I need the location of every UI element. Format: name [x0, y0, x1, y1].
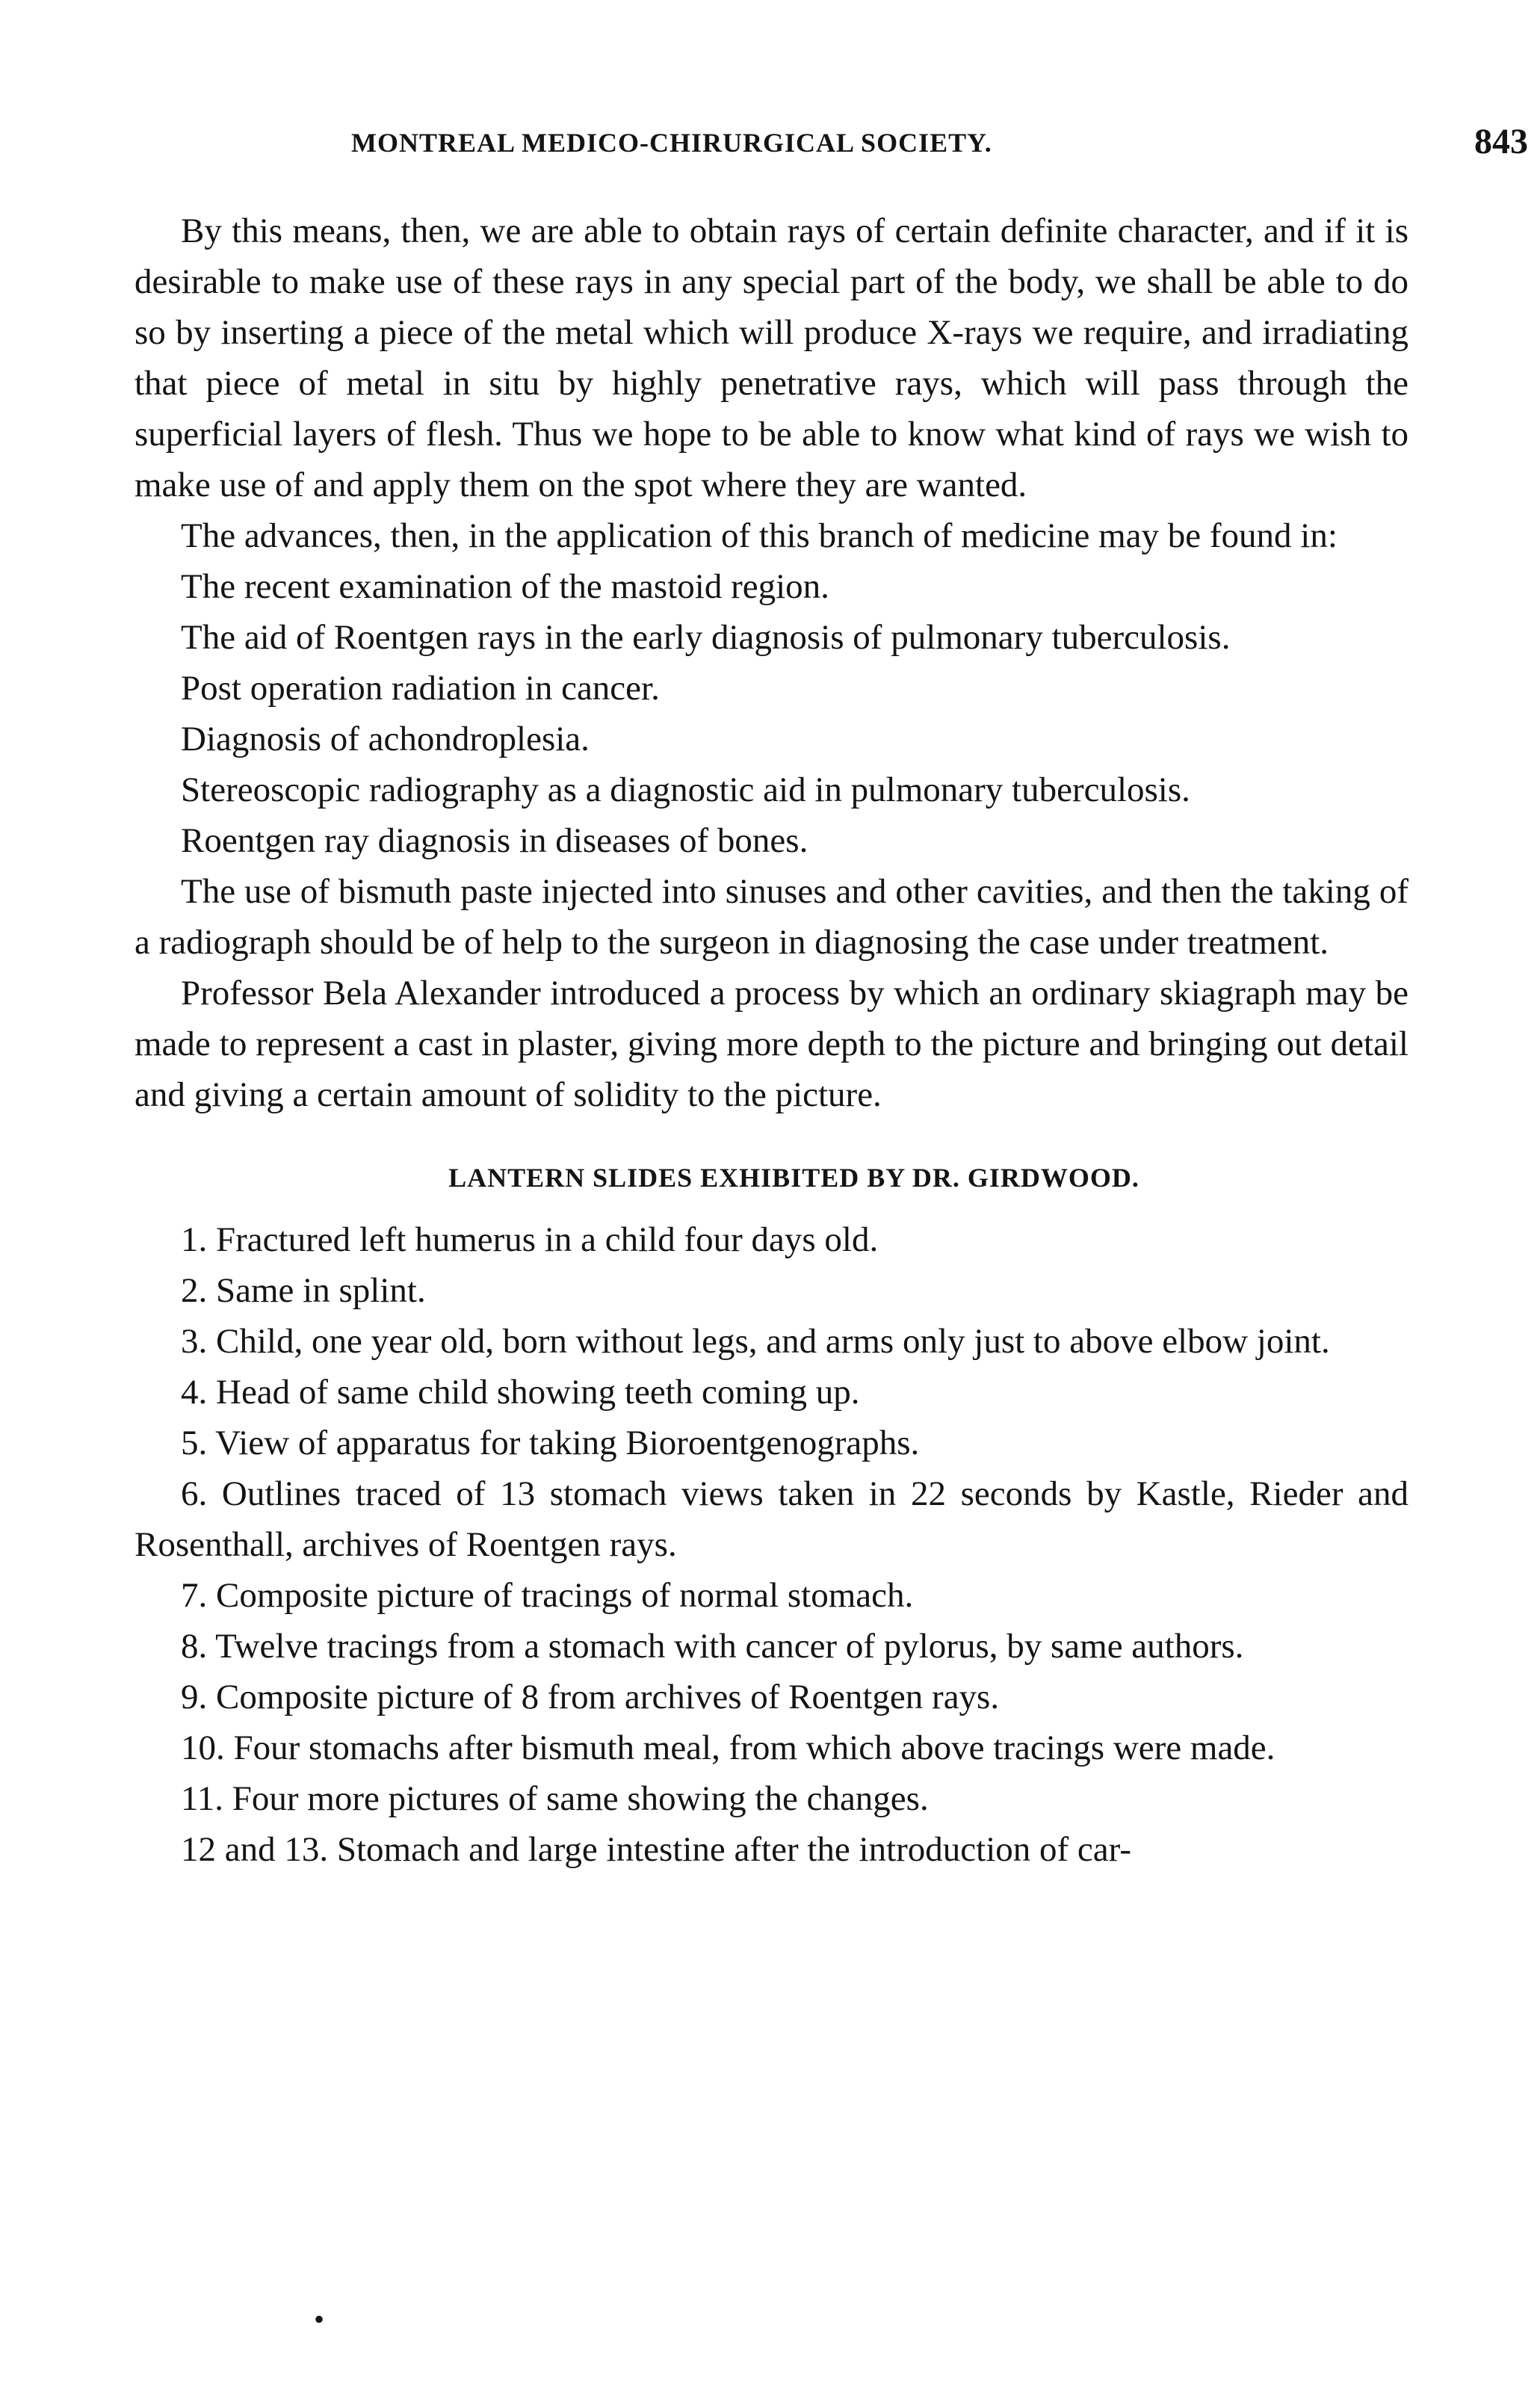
footer-mark: •: [314, 2302, 325, 2336]
advance-item: The aid of Roentgen rays in the early diagnosis of pulmonary tuberculosis.: [181, 618, 1231, 657]
slide-item: 4. Head of same child showing teeth coming up.: [181, 1373, 860, 1412]
advance-item: The recent examination of the mastoid region.: [181, 567, 829, 606]
slide-item: 10. Four stomachs after bismuth meal, from which above tracings were made.: [181, 1728, 1275, 1767]
page-header: [351, 122, 1528, 172]
slide-item: 6. Outlines traced of 13 stomach views taken in 22 seconds by Kastle, Rieder and Rosenthall, archives of Roentgen rays.: [134, 1474, 1408, 1564]
slide-item: 1. Fractured left humerus in a child four days old.: [181, 1220, 879, 1259]
slide-item: 5. View of apparatus for taking Bioroentgenographs.: [181, 1424, 920, 1462]
slide-item: 12 and 13. Stomach and large intestine after the introduction of car-: [181, 1830, 1132, 1869]
body-text: [134, 206, 1408, 1875]
advance-item: Post operation radiation in cancer.: [181, 669, 660, 708]
slide-item: 2. Same in splint.: [181, 1271, 426, 1310]
slide-item: 7. Composite picture of tracings of normal stomach.: [181, 1576, 914, 1615]
slide-item: 11. Four more pictures of same showing the changes.: [181, 1779, 929, 1818]
advance-item: Stereoscopic radiography as a diagnostic aid in pulmonary tuberculosis.: [181, 770, 1190, 809]
slide-item: 8. Twelve tracings from a stomach with cancer of pylorus, by same authors.: [181, 1627, 1244, 1666]
slide-item: 3. Child, one year old, born without legs, and arms only just to above elbow joint.: [181, 1322, 1330, 1361]
paragraph-bismuth: The use of bismuth paste injected into sinuses and other cavities, and then the taking of a radiograph should be of help to the surgeon in diagnosing the case under treatment.: [134, 872, 1408, 962]
paragraph-rays: By this means, then, we are able to obtain rays of certain definite character, and if it is desirable to make use of these rays in any special part of the body, we shall be able to do so by inserting a piece of the metal which will produce X-rays we require, and irradiating that piece of metal in situ by highly penetrative rays, which will pass through the superficial layers of flesh. Thus we hope to be able to know what kind of rays we wish to make use of and apply them on the spot where they are wanted.: [134, 211, 1408, 504]
page-number: 843: [1474, 122, 1528, 161]
paragraph-advances-intro: The advances, then, in the application of this branch of medicine may be found in:: [181, 516, 1338, 555]
section-heading: LANTERN SLIDES EXHIBITED BY DR. GIRDWOOD.: [448, 1163, 1139, 1193]
advance-item: Diagnosis of achondroplesia.: [181, 720, 590, 758]
running-title: MONTREAL MEDICO-CHIRURGICAL SOCIETY.: [351, 128, 992, 158]
paragraph-alexander: Professor Bela Alexander introduced a process by which an ordinary skiagraph may be made to represent a cast in plaster, giving more depth to the picture and bringing out detail and giving a certain amount of solidity to the picture.: [134, 974, 1408, 1114]
slide-item: 9. Composite picture of 8 from archives of Roentgen rays.: [181, 1678, 1000, 1716]
advance-item: Roentgen ray diagnosis in diseases of bones.: [181, 821, 808, 860]
